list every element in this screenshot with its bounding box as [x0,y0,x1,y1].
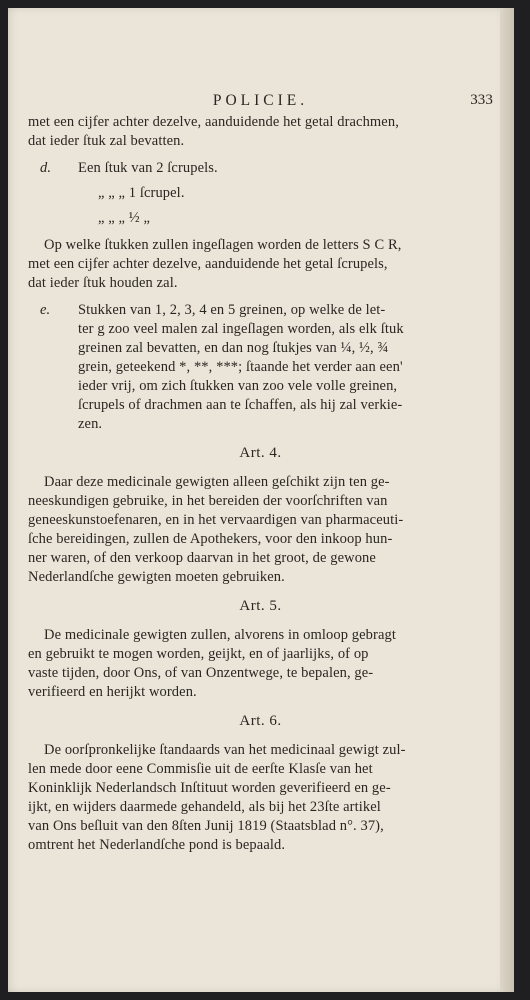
text-line: ter g zoo veel malen zal ingeſlagen worden, als elk ſtuk [78,321,404,337]
text-line: ijkt, en wijders daarmede gehandeld, als bij het 23ſte artikel [28,799,381,815]
text-line: Op welke ſtukken zullen ingeſlagen worden de letters S C R, [44,237,402,253]
list-item-d [28,159,493,178]
text-line: en gebruikt te mogen worden, geijkt, en of jaarlijks, of op [28,646,369,662]
page-title: POLICIE. [212,92,309,109]
page-number: 333 [470,92,493,108]
item-label: d. [40,160,52,176]
text-line: omtrent het Nederlandſche pond is bepaald. [28,837,286,853]
text-line: dat ieder ſtuk zal bevatten. [28,133,185,149]
text-line: Daar deze medicinale gewigten alleen geſchikt zijn ten ge- [44,474,390,490]
text-line: met een cijfer achter dezelve, aanduidende het getal ſcrupels, [28,256,388,272]
text-line: ner waren, of den verkoop daarvan in het groot, de gewone [28,550,376,566]
article-heading: Art. 5. [239,598,282,614]
text-line: Een ſtuk van 2 ſcrupels. [78,160,218,176]
text-line: De medicinale gewigten zullen, alvorens in omloop gebragt [44,627,396,643]
text-line: Nederlandſche gewigten moeten gebruiken. [28,569,285,585]
text-line: van Ons beſluit van den 8ſten Junij 1819 (Staatsblad n°. 37), [28,818,384,834]
article-4-body [28,473,493,587]
text-line: greinen zal bevatten, en dan nog ſtukjes van ¼, ½, ¾ [78,340,389,356]
text-line: ſche bereidingen, zullen de Apothekers, voor den inkoop hun- [28,531,393,547]
text-line: „ „ „ ½ „ [98,210,151,226]
text-line: met een cijfer achter dezelve, aanduidende het getal drachmen, [28,114,399,130]
page-text [28,83,493,855]
book-page [8,8,514,992]
text-line: Koninklijk Nederlandsch Inſtituut worden geverifieerd en ge- [28,780,391,796]
page-edge [500,8,514,992]
text-line: len mede door eene Commisſie uit de eerſte Klasſe van het [28,761,373,777]
text-line: ſcrupels of drachmen aan te ſchaffen, als hij zal verkie- [78,397,403,413]
text-line: geneeskunstoefenaren, en in het vervaardigen van pharmaceuti- [28,512,404,528]
list-item-e [28,301,493,434]
text-line: De oorſpronkelijke ſtandaards van het medicinaal gewigt zul- [44,742,406,758]
text-line: Stukken van 1, 2, 3, 4 en 5 greinen, op welke de let- [78,302,386,318]
text-line: verifieerd en herijkt worden. [28,684,197,700]
text-line: zen. [78,416,103,432]
article-6-body [28,741,493,855]
running-header [28,83,493,113]
text-line: „ „ „ 1 ſcrupel. [98,185,185,201]
paragraph-1 [28,113,493,151]
paragraph-2 [28,236,493,293]
article-5-body [28,626,493,702]
text-line: vaste tijden, door Ons, of van Onzentwege, te bepalen, ge- [28,665,374,681]
text-line: ieder vrij, om zich ſtukken van zoo vele volle greinen, [78,378,398,394]
item-label: e. [40,302,51,318]
article-heading: Art. 6. [239,713,282,729]
text-line: neeskundigen gebruike, in het bereiden der voorſchriften van [28,493,388,509]
text-line: dat ieder ſtuk houden zal. [28,275,178,291]
article-heading: Art. 4. [239,445,282,461]
text-line: grein, geteekend *, **, ***; ſtaande het verder aan een' [78,359,403,375]
